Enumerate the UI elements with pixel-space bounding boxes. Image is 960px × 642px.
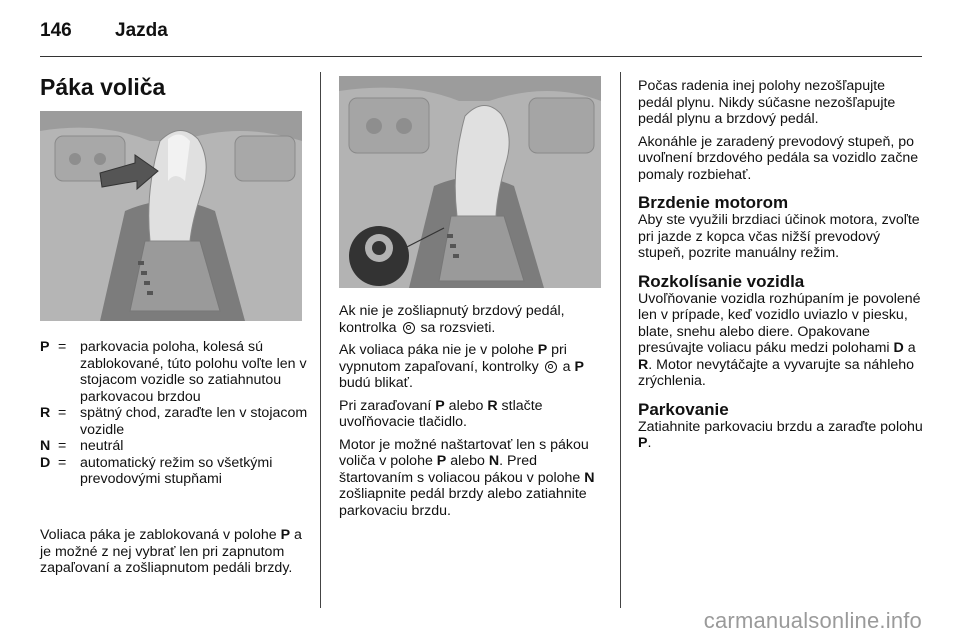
- paragraph: Motor je možné naštartovať len s pákou voliča v polohe P alebo N. Pred štartovaním s voliacou pákou v polohe N zošliapnite pedál brzdy alebo zatiahnite parkovaciu brzdu.: [339, 436, 595, 519]
- definition-equals: =: [58, 339, 67, 355]
- definition-row-d: [40, 455, 310, 488]
- definition-equals: =: [58, 405, 67, 421]
- definition-key: D: [40, 454, 51, 471]
- paragraph: Ak nie je zošliapnutý brzdový pedál, kontrolka sa rozsvieti.: [339, 303, 565, 336]
- brake-warning-lamp-icon: [403, 322, 415, 334]
- definition-key: P: [40, 339, 50, 355]
- column-1-text: [40, 527, 312, 583]
- gear-positions-list: [40, 339, 310, 488]
- paragraph: Uvoľňovanie vozidla rozhúpaním je povolené len v prípade, keď vozidlo uviazlo v piesku, blate, snehu alebo diere. Opakovane presúvajte voliacu páku medzi polohami D a R. Motor nevytáčajte a vyvarujte sa náhleho zrýchlenia.: [638, 290, 921, 389]
- gear-selector-figure-2: [339, 76, 601, 288]
- chapter-title: Jazda: [115, 20, 168, 41]
- paragraph: Pri zaraďovaní P alebo R stlačte uvoľňovacie tlačidlo.: [339, 397, 543, 430]
- column-divider-2: [620, 72, 621, 608]
- paragraph: Ak voliaca páka nie je v polohe P pri vypnutom zapaľovaní, kontrolky a P budú blikať.: [339, 342, 584, 391]
- definition-equals: =: [58, 454, 67, 471]
- brake-warning-lamp-icon: [545, 361, 557, 373]
- column-divider-1: [320, 72, 321, 608]
- subheading-rocking-vehicle: Rozkolísanie vozidla: [638, 271, 805, 291]
- page-number: 146: [40, 20, 72, 41]
- header-rule: [40, 56, 922, 57]
- definition-text: spätný chod, zaraďte len v stojacom vozidle: [80, 405, 308, 438]
- watermark: carmanualsonline.info: [703, 608, 922, 633]
- subheading-engine-braking: Brzdenie motorom: [638, 193, 789, 212]
- definition-text: neutrál: [80, 438, 124, 454]
- definition-key: N: [40, 438, 51, 454]
- section-title: Páka voliča: [40, 74, 166, 100]
- page-header: [40, 14, 920, 50]
- gear-selector-figure-1: [40, 111, 302, 321]
- definition-row-p: [40, 339, 310, 405]
- paragraph: Voliaca páka je zablokovaná v polohe P a je možné z nej vybrať len pri zapnutom zapaľovaní a zošliapnutom pedáli brzdy.: [40, 527, 302, 576]
- column-2-text: [339, 303, 603, 525]
- definition-equals: =: [58, 438, 67, 454]
- definition-text: automatický režim so všetkými prevodovými stupňami: [80, 454, 273, 487]
- subheading-parking: Parkovanie: [638, 399, 729, 419]
- definition-row-r: [40, 405, 310, 438]
- paragraph: Akonáhle je zaradený prevodový stupeň, po uvoľnení brzdového pedála sa vozidlo začne pomaly rozbiehať.: [638, 133, 919, 183]
- column-3-text: [638, 78, 923, 458]
- paragraph: Aby ste využili brzdiaci účinok motora, zvoľte pri jazde z kopca včas nižší prevodový stupeň, pozrite manuálny režim.: [638, 212, 920, 261]
- definition-key: R: [40, 405, 51, 421]
- definition-row-n: [40, 438, 310, 455]
- paragraph: Zatiahnite parkovaciu brzdu a zaraďte polohu P.: [638, 418, 923, 451]
- paragraph: Počas radenia inej polohy nezošľapujte pedál plynu. Nikdy súčasne nezošľapujte pedál plynu a brzdový pedál.: [638, 78, 896, 127]
- definition-text: parkovacia poloha, kolesá sú zablokované, túto polohu voľte len v stojacom vozidle so zatiahnutou parkovacou brzdou: [80, 339, 307, 405]
